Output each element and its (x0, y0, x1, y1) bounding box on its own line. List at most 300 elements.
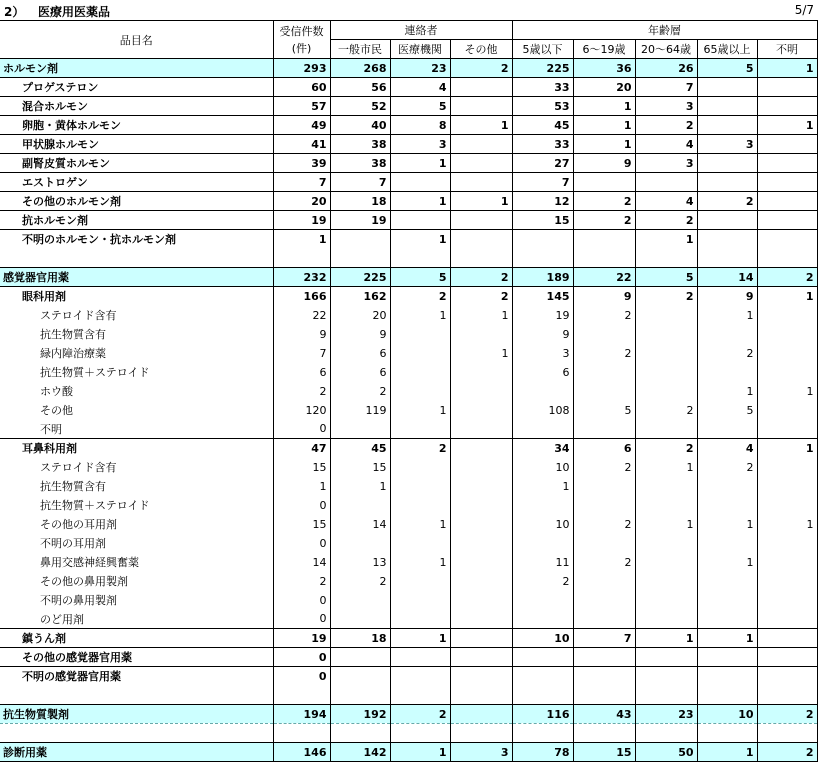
value-cell: 26 (635, 59, 697, 78)
value-cell (573, 534, 635, 553)
value-cell: 2 (697, 458, 757, 477)
value-cell (450, 629, 512, 648)
spacer-cell (450, 249, 512, 268)
value-cell: 49 (273, 116, 330, 135)
value-cell: 268 (330, 59, 390, 78)
value-cell (635, 591, 697, 610)
value-cell: 19 (330, 211, 390, 230)
row-name: 鼻用交感神経興奮薬 (40, 556, 139, 569)
value-cell: 1 (390, 306, 450, 325)
value-cell: 1 (573, 97, 635, 116)
value-cell (450, 382, 512, 401)
value-cell: 1 (635, 230, 697, 249)
subcategory-row (0, 230, 817, 249)
value-cell: 0 (273, 667, 330, 686)
value-cell: 9 (697, 287, 757, 306)
value-cell: 1 (757, 59, 817, 78)
value-cell: 1 (697, 515, 757, 534)
value-cell (635, 667, 697, 686)
value-cell: 1 (573, 116, 635, 135)
item-row (0, 382, 817, 401)
spacer-cell (697, 724, 757, 743)
col-header-age-20-64: 20～64歳 (635, 40, 697, 59)
value-cell (697, 363, 757, 382)
value-cell: 57 (273, 97, 330, 116)
value-cell: 2 (450, 59, 512, 78)
value-cell (757, 135, 817, 154)
value-cell: 6 (573, 439, 635, 458)
value-cell: 1 (757, 515, 817, 534)
value-cell: 20 (273, 192, 330, 211)
value-cell (390, 610, 450, 629)
value-cell (390, 363, 450, 382)
value-cell: 3 (512, 344, 573, 363)
row-name: 不明の感覚器官用薬 (0, 667, 273, 686)
item-row (0, 306, 817, 325)
value-cell (450, 363, 512, 382)
value-cell (635, 325, 697, 344)
value-cell: 7 (273, 173, 330, 192)
value-cell: 5 (635, 268, 697, 287)
spacer-cell (757, 724, 817, 743)
value-cell: 5 (697, 401, 757, 420)
value-cell (757, 97, 817, 116)
value-cell: 1 (450, 192, 512, 211)
value-cell: 2 (450, 268, 512, 287)
col-group-contact: 連絡者 (330, 21, 512, 40)
value-cell: 192 (330, 705, 390, 724)
value-cell: 1 (697, 629, 757, 648)
value-cell (573, 230, 635, 249)
value-cell: 1 (757, 382, 817, 401)
value-cell (450, 97, 512, 116)
spacer-cell (635, 686, 697, 705)
spacer-cell (450, 686, 512, 705)
row-name: 眼科用剤 (0, 287, 273, 306)
value-cell (757, 211, 817, 230)
value-cell: 19 (273, 211, 330, 230)
value-cell (757, 344, 817, 363)
spacer-cell (273, 724, 330, 743)
value-cell (390, 211, 450, 230)
value-cell: 38 (330, 154, 390, 173)
value-cell (635, 477, 697, 496)
value-cell: 119 (330, 401, 390, 420)
value-cell: 1 (390, 192, 450, 211)
value-cell: 9 (273, 325, 330, 344)
spacer-cell (0, 686, 273, 705)
value-cell: 2 (635, 211, 697, 230)
value-cell (450, 705, 512, 724)
item-row (0, 458, 817, 477)
subcategory-row (0, 78, 817, 97)
value-cell: 4 (697, 439, 757, 458)
value-cell (390, 667, 450, 686)
value-cell: 22 (573, 268, 635, 287)
row-name: 不明のホルモン・抗ホルモン剤 (0, 230, 273, 249)
value-cell (450, 173, 512, 192)
row-name: 抗生物質＋ステロイド (40, 499, 150, 512)
item-row (0, 325, 817, 344)
value-cell: 108 (512, 401, 573, 420)
value-cell: 10 (512, 629, 573, 648)
value-cell (450, 610, 512, 629)
value-cell: 50 (635, 743, 697, 762)
value-cell (390, 325, 450, 344)
value-cell: 27 (512, 154, 573, 173)
value-cell (635, 610, 697, 629)
row-name: エストロゲン (0, 173, 273, 192)
col-header-name: 品目名 (0, 21, 273, 59)
value-cell: 15 (512, 211, 573, 230)
value-cell: 2 (330, 572, 390, 591)
value-cell: 20 (573, 78, 635, 97)
spacer-cell (512, 686, 573, 705)
page-number: 5/7 (794, 3, 814, 17)
value-cell: 232 (273, 268, 330, 287)
value-cell (390, 591, 450, 610)
statistics-table (0, 20, 818, 762)
subcategory-row (0, 116, 817, 135)
item-row (0, 344, 817, 363)
value-cell: 20 (330, 306, 390, 325)
col-header-age-0-5: 5歳以下 (512, 40, 573, 59)
spacer-cell (573, 724, 635, 743)
value-cell (635, 306, 697, 325)
spacer-cell (0, 724, 273, 743)
value-cell (450, 135, 512, 154)
spacer-cell (512, 249, 573, 268)
value-cell: 225 (512, 59, 573, 78)
subcategory-row (0, 173, 817, 192)
spacer-cell (390, 249, 450, 268)
value-cell (450, 553, 512, 572)
value-cell: 15 (573, 743, 635, 762)
value-cell: 2 (757, 268, 817, 287)
row-name: 診断用薬 (0, 743, 273, 762)
value-cell: 13 (330, 553, 390, 572)
value-cell: 1 (512, 477, 573, 496)
value-cell (512, 591, 573, 610)
value-cell (390, 477, 450, 496)
value-cell (635, 572, 697, 591)
spacer-cell (330, 249, 390, 268)
value-cell: 11 (512, 553, 573, 572)
value-cell: 162 (330, 287, 390, 306)
value-cell: 1 (635, 458, 697, 477)
value-cell: 1 (450, 344, 512, 363)
value-cell: 189 (512, 268, 573, 287)
spacer-row (0, 724, 817, 743)
value-cell: 225 (330, 268, 390, 287)
value-cell (573, 610, 635, 629)
value-cell: 1 (697, 743, 757, 762)
value-cell: 1 (697, 382, 757, 401)
value-cell (573, 325, 635, 344)
value-cell (450, 458, 512, 477)
row-name: 抗生物質含有 (40, 328, 106, 341)
value-cell: 2 (390, 439, 450, 458)
value-cell: 2 (512, 572, 573, 591)
row-name: ステロイド含有 (40, 461, 117, 474)
value-cell (697, 610, 757, 629)
value-cell: 1 (390, 629, 450, 648)
subcategory-row (0, 439, 817, 458)
table-header (0, 21, 817, 59)
row-name: 甲状腺ホルモン (0, 135, 273, 154)
value-cell: 2 (573, 344, 635, 363)
value-cell: 6 (330, 344, 390, 363)
value-cell (450, 477, 512, 496)
subcategory-row (0, 192, 817, 211)
spacer-cell (757, 686, 817, 705)
value-cell: 38 (330, 135, 390, 154)
row-name: 不明の耳用剤 (40, 537, 106, 550)
value-cell (757, 306, 817, 325)
value-cell: 4 (635, 192, 697, 211)
value-cell: 1 (450, 306, 512, 325)
col-header-age-65plus: 65歳以上 (697, 40, 757, 59)
value-cell (450, 572, 512, 591)
value-cell: 2 (573, 192, 635, 211)
row-name: 不明の鼻用製剤 (40, 594, 117, 607)
row-name: プロゲステロン (0, 78, 273, 97)
value-cell: 1 (697, 306, 757, 325)
value-cell: 2 (573, 211, 635, 230)
value-cell (757, 78, 817, 97)
value-cell: 7 (330, 173, 390, 192)
value-cell: 1 (390, 230, 450, 249)
spacer-cell (273, 686, 330, 705)
row-name: その他の感覚器官用薬 (0, 648, 273, 667)
row-name: 抗生物質含有 (40, 480, 106, 493)
value-cell: 4 (390, 78, 450, 97)
value-cell: 7 (635, 78, 697, 97)
value-cell (697, 173, 757, 192)
value-cell (450, 515, 512, 534)
value-cell (697, 667, 757, 686)
value-cell (757, 667, 817, 686)
value-cell: 146 (273, 743, 330, 762)
value-cell (757, 477, 817, 496)
value-cell: 2 (573, 306, 635, 325)
value-cell (450, 230, 512, 249)
subcategory-row (0, 135, 817, 154)
col-header-contact-medical: 医療機関 (390, 40, 450, 59)
value-cell: 1 (390, 401, 450, 420)
value-cell: 0 (273, 591, 330, 610)
value-cell (450, 496, 512, 515)
section-number: 2） (4, 5, 25, 19)
spacer-cell (635, 724, 697, 743)
col-header-contact-public: 一般市民 (330, 40, 390, 59)
row-name: のど用剤 (40, 612, 84, 626)
value-cell: 43 (573, 705, 635, 724)
value-cell: 33 (512, 135, 573, 154)
value-cell (757, 420, 817, 439)
value-cell: 166 (273, 287, 330, 306)
value-cell (450, 648, 512, 667)
value-cell (390, 496, 450, 515)
value-cell (512, 667, 573, 686)
value-cell: 9 (573, 287, 635, 306)
value-cell (512, 496, 573, 515)
row-name: ホルモン剤 (0, 59, 273, 78)
value-cell (635, 420, 697, 439)
item-row (0, 401, 817, 420)
value-cell: 2 (697, 192, 757, 211)
value-cell (573, 420, 635, 439)
value-cell: 1 (390, 154, 450, 173)
value-cell (757, 458, 817, 477)
row-name: 卵胞・黄体ホルモン (0, 116, 273, 135)
spacer-row (0, 249, 817, 268)
value-cell: 1 (635, 515, 697, 534)
row-name: 抗生物質＋ステロイド (40, 366, 150, 379)
value-cell (635, 173, 697, 192)
value-cell: 1 (273, 477, 330, 496)
value-cell: 78 (512, 743, 573, 762)
value-cell: 1 (390, 515, 450, 534)
value-cell: 2 (450, 287, 512, 306)
value-cell (697, 154, 757, 173)
value-cell: 0 (273, 610, 330, 629)
value-cell: 7 (273, 344, 330, 363)
spacer-row (0, 686, 817, 705)
col-header-age-unknown: 不明 (757, 40, 817, 59)
value-cell (697, 211, 757, 230)
value-cell: 56 (330, 78, 390, 97)
value-cell: 3 (390, 135, 450, 154)
value-cell: 15 (273, 458, 330, 477)
value-cell: 8 (390, 116, 450, 135)
item-row (0, 610, 817, 629)
value-cell: 10 (512, 458, 573, 477)
value-cell: 2 (390, 287, 450, 306)
value-cell (635, 648, 697, 667)
row-name: 副腎皮質ホルモン (0, 154, 273, 173)
value-cell: 41 (273, 135, 330, 154)
item-row (0, 363, 817, 382)
col-header-received: 受信件数 (件) (273, 21, 330, 59)
value-cell: 1 (390, 553, 450, 572)
value-cell (450, 591, 512, 610)
value-cell: 19 (512, 306, 573, 325)
value-cell: 1 (450, 116, 512, 135)
value-cell (697, 477, 757, 496)
spacer-cell (697, 686, 757, 705)
value-cell (450, 154, 512, 173)
value-cell: 2 (697, 344, 757, 363)
value-cell (635, 553, 697, 572)
value-cell (390, 648, 450, 667)
value-cell: 60 (273, 78, 330, 97)
value-cell (635, 344, 697, 363)
value-cell (697, 325, 757, 344)
value-cell (697, 78, 757, 97)
value-cell: 23 (635, 705, 697, 724)
row-name: 抗生物質製剤 (0, 705, 273, 724)
value-cell: 2 (635, 401, 697, 420)
row-name: ホウ酸 (40, 385, 73, 398)
row-name: 耳鼻科用剤 (0, 439, 273, 458)
value-cell: 19 (273, 629, 330, 648)
value-cell: 18 (330, 629, 390, 648)
value-cell (697, 648, 757, 667)
value-cell: 5 (573, 401, 635, 420)
spacer-cell (512, 724, 573, 743)
value-cell: 7 (512, 173, 573, 192)
value-cell: 1 (390, 743, 450, 762)
value-cell: 3 (697, 135, 757, 154)
value-cell: 7 (573, 629, 635, 648)
value-cell (512, 648, 573, 667)
value-cell: 4 (635, 135, 697, 154)
value-cell (757, 496, 817, 515)
value-cell (390, 534, 450, 553)
value-cell: 116 (512, 705, 573, 724)
value-cell (757, 591, 817, 610)
value-cell (390, 420, 450, 439)
value-cell: 14 (273, 553, 330, 572)
spacer-cell (0, 249, 273, 268)
value-cell (573, 667, 635, 686)
value-cell (697, 591, 757, 610)
value-cell: 2 (330, 382, 390, 401)
value-cell: 2 (635, 116, 697, 135)
value-cell (573, 496, 635, 515)
value-cell: 1 (330, 477, 390, 496)
value-cell: 2 (757, 743, 817, 762)
spacer-cell (450, 724, 512, 743)
value-cell (697, 420, 757, 439)
value-cell: 40 (330, 116, 390, 135)
value-cell: 6 (512, 363, 573, 382)
subcategory-row (0, 629, 817, 648)
spacer-cell (273, 249, 330, 268)
value-cell: 36 (573, 59, 635, 78)
value-cell (757, 648, 817, 667)
category-row (0, 59, 817, 78)
value-cell: 34 (512, 439, 573, 458)
value-cell (512, 382, 573, 401)
item-row (0, 420, 817, 439)
value-cell: 6 (273, 363, 330, 382)
value-cell: 120 (273, 401, 330, 420)
value-cell (635, 534, 697, 553)
value-cell (330, 496, 390, 515)
value-cell (757, 610, 817, 629)
value-cell: 47 (273, 439, 330, 458)
value-cell (390, 344, 450, 363)
value-cell: 2 (757, 705, 817, 724)
value-cell (757, 173, 817, 192)
value-cell: 5 (697, 59, 757, 78)
item-row (0, 591, 817, 610)
value-cell (512, 534, 573, 553)
value-cell: 5 (390, 97, 450, 116)
value-cell (330, 648, 390, 667)
value-cell: 1 (697, 553, 757, 572)
value-cell (757, 629, 817, 648)
value-cell (573, 363, 635, 382)
value-cell (330, 420, 390, 439)
value-cell (450, 420, 512, 439)
value-cell: 1 (757, 439, 817, 458)
col-header-contact-other: その他 (450, 40, 512, 59)
subcategory-row (0, 154, 817, 173)
value-cell: 1 (757, 116, 817, 135)
